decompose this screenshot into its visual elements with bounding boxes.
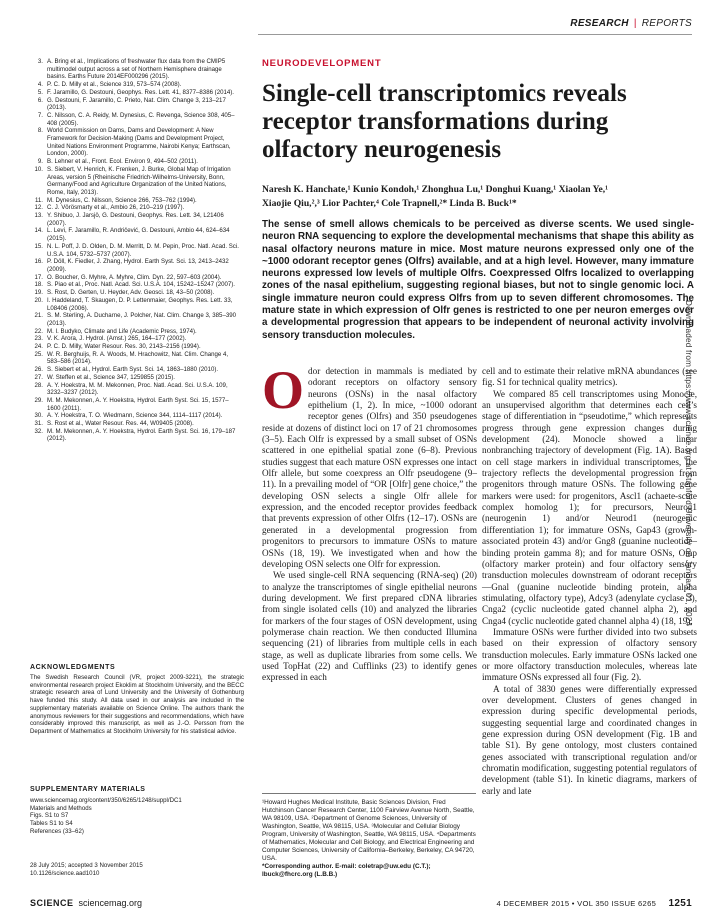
paragraph: Odor detection in mammals is mediated by odorant receptors on olfactory sensory neurons (OSNs) in the nasal olfactory epithelium (1, 2). In mice, ~1000 odorant receptor genes (Olfrs) and 350 pseudogenes reside at dozens of distinct loci on 17 of 21 chromosomes (3–5). Each Olfr is expressed by a small subset of OSNs scattered in one epithelial spatial zone (6–8). Previous studies suggest that each mature OSN expresses one intact Olfr allele, but some coexpress an Olfr pseudogene (9–11). In a prevailing model of “OR [Olfr] gene choice,” the developing OSN selects a single Olfr allele for expression, and the encoded receptor provides feedback that prevents expression of other Olfrs (12–17). OSNs are generated in a developmental progression from progenitors to precursors to immature OSNs to mature OSNs (18, 19). We investigated when and how the developing OSN selects one Olfr for expression. xyxy=(262,360,477,569)
reference-text: M. Dynesius, C. Nilsson, Science 266, 753–762 (1994). xyxy=(47,196,197,204)
reference-text: N. L. Poff, J. D. Olden, D. M. Merritt, D. M. Pepin, Proc. Natl. Acad. Sci. U.S.A. 104, 5732–5737 (2007). xyxy=(47,242,239,258)
reference-number: 24. xyxy=(34,343,43,351)
reference-item xyxy=(30,274,242,282)
reference-item xyxy=(30,58,242,81)
reference-item xyxy=(30,374,242,382)
reference-number: 8. xyxy=(37,127,43,135)
reference-text: C. Nilsson, C. A. Reidy, M. Dynesius, C. Revenga, Science 308, 405–408 (2005). xyxy=(47,111,235,127)
acknowledgments-title: ACKNOWLEDGMENTS xyxy=(30,664,116,671)
reference-number: 29. xyxy=(34,396,43,404)
reference-text: L. Levi, F. Jaramillo, R. Andričević, G. Destouni, Ambio 44, 624–634 (2015). xyxy=(47,227,230,243)
reference-number: 19. xyxy=(34,289,43,297)
running-header xyxy=(570,18,692,29)
reference-list xyxy=(30,58,242,443)
reference-text: P. C. D. Milly et al., Science 319, 573–574 (2008). xyxy=(47,81,182,89)
reference-text: S. M. Sterling, A. Ducharne, J. Polcher, Nat. Clim. Change 3, 385–390 (2013). xyxy=(47,312,237,327)
reference-item xyxy=(30,382,242,397)
reference-text: A. Bring et al., Implications of freshwater flux data from the CMIP5 multimodel output across a set of Northern Hemisphere drainage basins. Earths Future 2014EF000296 (2015). xyxy=(47,58,226,81)
reference-text: P. Döll, K. Fiedler, J. Zhang, Hydrol. Earth Syst. Sci. 13, 2413–2432 (2009). xyxy=(47,258,229,273)
acknowledgments-body: The Swedish Research Council (VR, project 2009-3221), the strategic environmental research project Ekoklim at Stockholm University, and the BECC strategic research area of Lund University and the University of Gothenburg have funded this study. All data used in our analysis are included in the supplementary materials available on Science Online. The authors thank the anonymous reviewers for their suggestions and recommendations, which have considerably improved this manuscript, as well as J.-O. Persson from the Department of Mathematics at Stockholm University for his statistical advice. xyxy=(30,674,244,735)
supplementary-line: Materials and Methods xyxy=(30,804,92,812)
footer-left xyxy=(30,898,142,908)
paragraph: We compared 85 cell transcriptomes using Monocle, an unsupervised algorithm that determines each cell’s stage of differentiation in “pseudotime,” which represents progress through gene expression changes during development (24). Monocle showed a linear nonbranching trajectory of development (Fig. 1A). Based on cell stage markers in individual transcriptomes, the trajectory reflects the developmental progression from progenitors through mature OSNs. The following gene markers were used: for progenitors, Ascl1 (achaete-scute complex homolog 1); for precursors, Neurog1 (neurogenin 1) and/or Neurod1 (neurogenic differentiation 1); for immature OSNs, Gap43 (growth-associated protein 43) and/or Gng8 (guanine nucleotide–binding protein gamma 8); and for mature OSNs, Omp (olfactory marker protein) and four olfactory sensory transduction molecules downstream of odorant receptors—Gnal (guanine nucleotide binding protein, alpha stimulating, olfactory type), Adcy3 (adenylate cyclase 3), Cnga2 (cyclic nucleotide gated channel alpha 2), and Cnga4 (cyclic nucleotide gated channel alpha 4) (18, 19). xyxy=(482,388,697,626)
reference-text: F. Jaramillo, G. Destouni, Geophys. Res. Lett. 41, 8377–8386 (2014). xyxy=(47,88,234,96)
footnote-rule xyxy=(262,793,476,794)
reference-number: 28. xyxy=(34,381,43,389)
reference-number: 15. xyxy=(34,242,43,250)
reference-item xyxy=(30,281,242,289)
reference-text: W. Steffen et al., Science 347, 1259855 (2015). xyxy=(47,373,175,381)
reference-item xyxy=(30,112,242,127)
reference-text: I. Haddeland, T. Skaugen, D. P. Lettenmaier, Geophys. Res. Lett. 33, L08406 (2006). xyxy=(47,296,233,312)
reference-item xyxy=(30,428,242,443)
corresponding-author: *Corresponding author. E-mail: coletrap@uw.edu (C.T.); lbuck@fhcrc.org (L.B.B.) xyxy=(262,863,431,878)
supplementary-line: Tables S1 to S4 xyxy=(30,820,73,828)
reference-number: 4. xyxy=(37,81,43,89)
reference-text: B. Lehner et al., Front. Ecol. Environ 9, 494–502 (2011). xyxy=(47,158,198,166)
reference-number: 14. xyxy=(34,227,43,235)
reference-number: 26. xyxy=(34,366,43,374)
received-accepted: 28 July 2015; accepted 3 November 2015 xyxy=(30,862,143,869)
reference-text: S. Siebert, V. Henrich, K. Frenken, J. Burke, Global Map of Irrigation Areas, version 5 (Rheinische Friedrich-Wilhelms-University, Bonn, Germany/Food and Agriculture Organization of the United Nations, Rome, Italy, 2013). xyxy=(47,165,231,196)
reference-text: Y. Shibuo, J. Jarsjö, G. Destouni, Geophys. Res. Lett. 34, L21406 (2007). xyxy=(47,212,224,227)
reference-number: 25. xyxy=(34,350,43,358)
reference-text: V. K. Arora, J. Hydrol. (Amst.) 265, 164–177 (2002). xyxy=(47,335,187,343)
supplementary-list xyxy=(30,797,244,836)
reference-item xyxy=(30,89,242,97)
reference-item xyxy=(30,312,242,327)
reference-number: 10. xyxy=(34,165,43,173)
reference-item xyxy=(30,127,242,158)
doi: 10.1126/science.aad1010 xyxy=(30,869,100,877)
reference-text: S. Rost et al., Water Resour. Res. 44, W09405 (2008). xyxy=(47,420,194,428)
reference-number: 17. xyxy=(34,273,43,281)
journal-name: SCIENCE xyxy=(30,898,74,908)
supplementary-line: Figs. S1 to S7 xyxy=(30,812,69,820)
paragraph: We used single-cell RNA sequencing (RNA-seq) (20) to analyze the transcriptomes of single epithelial neurons during development. We first prepared cDNA libraries from single isolated cells (10) and analyzed the libraries for markers of the four stages of OSN development, using polymerase chain reaction. We then conducted Illumina sequencing (21) of libraries from multiple cells in each stage, as well as duplicate libraries from some cells. We used TopHat (22) and Cufflinks (23) to identify genes expressed in each xyxy=(262,570,477,683)
affiliations xyxy=(262,799,476,879)
reference-number: 13. xyxy=(34,212,43,220)
header-section: RESEARCH xyxy=(570,18,629,29)
reference-item xyxy=(30,335,242,343)
reference-item xyxy=(30,166,242,197)
reference-item xyxy=(30,328,242,336)
reference-text: M. I. Budyko, Climate and Life (Academic Press, 1974). xyxy=(47,327,197,335)
reference-number: 6. xyxy=(37,96,43,104)
reference-number: 30. xyxy=(34,412,43,420)
reference-text: S. Rost, D. Gerten, U. Heyder, Adv. Geosci. 18, 43–50 (2008). xyxy=(47,289,215,297)
issue-info: 4 DECEMBER 2015 • VOL 350 ISSUE 6265 xyxy=(496,899,657,908)
reference-item xyxy=(30,81,242,89)
reference-number: 32. xyxy=(34,427,43,435)
reference-text: A. Y. Hoekstra, M. M. Mekonnen, Proc. Natl. Acad. Sci. U.S.A. 109, 3232–3237 (2012). xyxy=(47,381,228,397)
header-separator: | xyxy=(633,18,637,29)
reference-item xyxy=(30,97,242,112)
reference-item xyxy=(30,243,242,258)
reference-number: 23. xyxy=(34,335,43,343)
supplementary-title: SUPPLEMENTARY MATERIALS xyxy=(30,786,146,793)
reference-text: G. Destouni, F. Jaramillo, C. Prieto, Nat. Clim. Change 3, 213–217 (2013). xyxy=(47,96,226,112)
body-column-2 xyxy=(482,366,697,797)
reference-text: S. Piao et al., Proc. Natl. Acad. Sci. U.S.A. 104, 15242–15247 (2007). xyxy=(47,281,236,289)
article-dates xyxy=(30,862,244,877)
reference-text: M. M. Mekonnen, A. Y. Hoekstra, Hydrol. Earth Syst. Sci. 16, 179–187 (2012). xyxy=(47,427,236,443)
reference-item xyxy=(30,412,242,420)
reference-item xyxy=(30,258,242,273)
article-title: Single-cell transcriptomics reveals receptor transformations during olfactory neurogenesis xyxy=(262,80,627,163)
reference-number: 12. xyxy=(34,204,43,212)
header-subsection: REPORTS xyxy=(641,18,692,29)
reference-item xyxy=(30,366,242,374)
author-list xyxy=(262,183,702,210)
reference-number: 11. xyxy=(34,196,43,204)
reference-item xyxy=(30,158,242,166)
reference-text: C. J. Vörösmarty et al., Ambio 26, 210–219 (1997). xyxy=(47,204,185,212)
reference-number: 31. xyxy=(34,420,43,428)
reference-item xyxy=(30,289,242,297)
reference-text: World Commission on Dams, Dams and Development: A New Framework for Decision-Making (Dams and Development Project, United Nations Environment Programme, Nairobi Kenya; Earthscan, London, 2000). xyxy=(47,127,231,158)
reference-number: 16. xyxy=(34,258,43,266)
authors-line: Naresh K. Hanchate,¹ Kunio Kondoh,¹ Zhonghua Lu,¹ Donghui Kuang,¹ Xiaolan Ye,¹ xyxy=(262,184,608,195)
reference-item xyxy=(30,197,242,205)
reference-item xyxy=(30,420,242,428)
reference-item xyxy=(30,204,242,212)
reference-text: M. M. Mekonnen, A. Y. Hoekstra, Hydrol. Earth Syst. Sci. 15, 1577–1600 (2011). xyxy=(47,396,229,412)
page-number: 1251 xyxy=(668,898,692,909)
article-section: NEURODEVELOPMENT xyxy=(262,58,382,69)
reference-number: 22. xyxy=(34,327,43,335)
reference-number: 3. xyxy=(37,58,43,65)
reference-item xyxy=(30,343,242,351)
journal-site[interactable]: sciencemag.org xyxy=(78,898,143,908)
reference-number: 27. xyxy=(34,373,43,381)
reference-text: A. Y. Hoekstra, T. O. Wiedmann, Science 344, 1114–1117 (2014). xyxy=(47,412,223,420)
reference-item xyxy=(30,351,242,366)
reference-number: 18. xyxy=(34,281,43,289)
header-rule xyxy=(258,34,692,35)
reference-text: S. Siebert et al., Hydrol. Earth Syst. Sci. 14, 1863–1880 (2010). xyxy=(47,366,219,374)
reference-item xyxy=(30,397,242,412)
reference-item xyxy=(30,297,242,312)
dropcap: O xyxy=(262,360,305,420)
reference-number: 20. xyxy=(34,296,43,304)
abstract: The sense of smell allows chemicals to be perceived as diverse scents. We used single-neuron RNA sequencing to explore the developmental mechanisms that shape this ability as nasal olfactory neurons mature in mice. Most mature neurons expressed only one of the ~1000 odorant receptor genes (Olfrs) available, and at a high level. However, many immature neurons expressed low levels of multiple Olfrs. Coexpressed Olfrs localized to overlapping zones of the nasal epithelium, suggesting regional biases, but not to single genomic loci. A single immature neuron could express Olfrs from up to seven different chromosomes. The mature state in which expression of Olfr genes is restricted to one per neuron emerges over a developmental progression that appears to be independent of neuronal activity involving sensory transduction molecules. xyxy=(262,219,694,341)
supplementary-url[interactable]: www.sciencemag.org/content/350/6265/1248/suppl/DC1 xyxy=(30,797,182,804)
authors-line: Xiaojie Qiu,²,³ Lior Pachter,⁴ Cole Trapnell,²* Linda B. Buck¹* xyxy=(262,197,517,209)
paragraph: A total of 3830 genes were differentially expressed over development. Clusters of genes changed in expression during specific developmental periods, suggesting sequential large and coordinated changes in gene expression during OSN development (Fig. 1B and table S1). By gene ontology, most clusters contained genes associated with transcriptional regulation and/or chromatin modification, suggesting potential regulators of development (table S1). In kinetic diagrams, markers of early and late xyxy=(482,683,697,796)
paragraph: Immature OSNs were further divided into two subsets based on their expression of olfactory sensory transduction molecules. Early immature OSNs lacked one or more olfactory transduction molecules, whereas late immature OSNs expressed all four (Fig. 2). xyxy=(482,626,697,683)
reference-item xyxy=(30,227,242,242)
paragraph: cell and to estimate their relative mRNA abundances (see fig. S1 for technical quality metrics). xyxy=(482,366,697,388)
reference-number: 9. xyxy=(37,158,43,166)
download-note[interactable]: Downloaded from https://www.science.org at Stanford University on January 01, 2024 xyxy=(684,300,693,627)
reference-text: O. Boucher, G. Myhre, A. Myhre, Clim. Dyn. 22, 597–603 (2004). xyxy=(47,273,222,281)
reference-text: W. R. Berghuijs, R. A. Woods, M. Hrachowitz, Nat. Clim. Change 4, 583–586 (2014). xyxy=(47,350,229,366)
affiliation-text: ¹Howard Hughes Medical Institute, Basic Sciences Division, Fred Hutchinson Cancer Research Center, 1100 Fairview Avenue North, Seattle, WA 98109, USA. ²Department of Genome Sciences, University of Washington, Seattle, WA 98115, USA. ³Molecular and Cellular Biology Program, University of Washington, Seattle, WA 98115, USA. ⁴Departments of Mathematics, Molecular and Cell Biology, and Electrical Engineering and Computer Sciences, University of California–Berkeley, Berkeley, CA 94720, USA. xyxy=(262,799,476,862)
footer-right xyxy=(496,898,692,909)
body-column-1 xyxy=(262,360,477,684)
reference-item xyxy=(30,212,242,227)
reference-text: P. C. D. Milly, Water Resour. Res. 30, 2143–2156 (1994). xyxy=(47,343,201,351)
reference-number: 21. xyxy=(34,312,43,320)
reference-number: 5. xyxy=(37,88,43,96)
reference-number: 7. xyxy=(37,111,43,119)
supplementary-line: References (33–62) xyxy=(30,827,84,835)
